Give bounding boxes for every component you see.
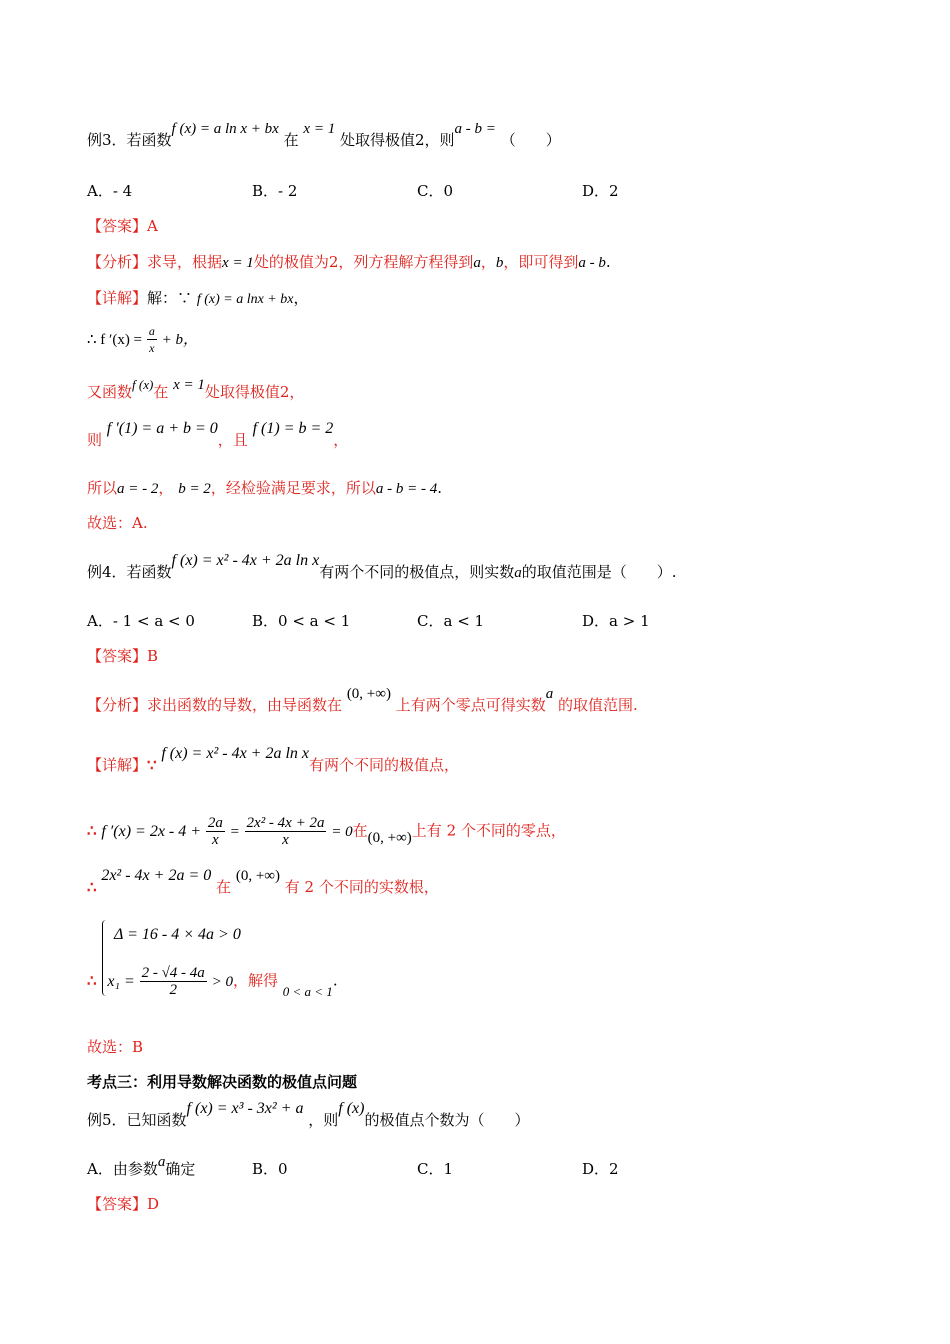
detail: 【详解】∵ f (x) = x² - 4x + 2a ln x有两个不同的极值点， — [87, 745, 460, 774]
conclusion: 故选：A. — [87, 514, 148, 532]
system-row-1: Δ = 16 - 4 × 4a > 0 — [114, 926, 241, 943]
equation-line: ∴ 2x² - 4x + 2a = 0 在 (0, +∞) 有 2 个不同的实数根， — [87, 867, 439, 896]
option-c: C．0 — [417, 182, 454, 200]
answer: 【答案】B — [87, 647, 159, 665]
formula-expr: a - b = — [454, 121, 496, 137]
option-c: C．1 — [417, 1160, 454, 1178]
system-row-2: ∴ x₁ = $\frac{2 - √4 - 4a}{2}$ > 0，解得 0 < a < 1. — [87, 965, 338, 999]
conclusion: 故选：B — [87, 1038, 144, 1056]
detail: 【详解】解：∵ f (x) = a lnx + bx， — [87, 289, 309, 307]
derivative-line: ∴ f ′(x) = 2x - 4 + $\frac{2a}{x}$ = $\frac{\text{2x² - 4x + 2a}}{x}$ = 0在(0, +∞)上有 2 个不同的零点， — [87, 815, 566, 848]
extremum-line: 又函数f (x)在 x = 1处取得极值2， — [87, 377, 305, 401]
answer: 【答案】D — [87, 1195, 160, 1213]
option-c: C．a < 1 — [417, 612, 485, 630]
formula-f: f (x) = x² - 4x + 2a ln x — [171, 552, 320, 569]
option-a: A．- 4 — [87, 182, 133, 200]
example-3-question: 例3．若函数f (x) = a ln x + bx 在 x = 1 处取得极值2，则a - b = （ ） — [87, 121, 561, 149]
option-d: D．2 — [582, 182, 619, 200]
option-b: B．0 < a < 1 — [252, 612, 351, 630]
analysis: 【分析】求导，根据x = 1处的极值为2，列方程解方程得到a，b，即可得到a - b. — [87, 253, 611, 271]
answer: 【答案】A — [87, 217, 158, 235]
example-4-question: 例4．若函数f (x) = x² - 4x + 2a ln x有两个不同的极值点，则实数a的取值范围是（ ）. — [87, 552, 677, 581]
example-5-question: 例5．已知函数f (x) = x³ - 3x² + a ，则f (x)的极值点个数为（ ） — [87, 1100, 530, 1129]
derivative-line: ∴ f ′(x) = $\frac{a}{x}$ + b， — [87, 324, 198, 355]
result-line: 所以a = - 2， b = 2，经检验满足要求，所以a - b = - 4. — [87, 479, 442, 497]
formula-f: f (x) = x³ - 3x² + a — [186, 1100, 304, 1117]
option-a: A．由参数a确定 — [87, 1154, 196, 1178]
equation-line: 则 f ′(1) = a + b = 0，且 f (1) = b = 2， — [87, 420, 349, 449]
option-d: D．a > 1 — [582, 612, 650, 630]
section-heading: 考点三：利用导数解决函数的极值点问题 — [87, 1073, 358, 1091]
option-a: A．- 1 < a < 0 — [87, 612, 195, 630]
formula-cond: x = 1 — [303, 121, 336, 137]
option-d: D．2 — [582, 1160, 619, 1178]
formula-f: f (x) = a ln x + bx — [171, 121, 279, 137]
option-b: B．- 2 — [252, 182, 298, 200]
option-b: B．0 — [252, 1160, 288, 1178]
analysis: 【分析】求出函数的导数，由导函数在 (0, +∞) 上有两个零点可得实数a 的取值范围. — [87, 686, 638, 714]
